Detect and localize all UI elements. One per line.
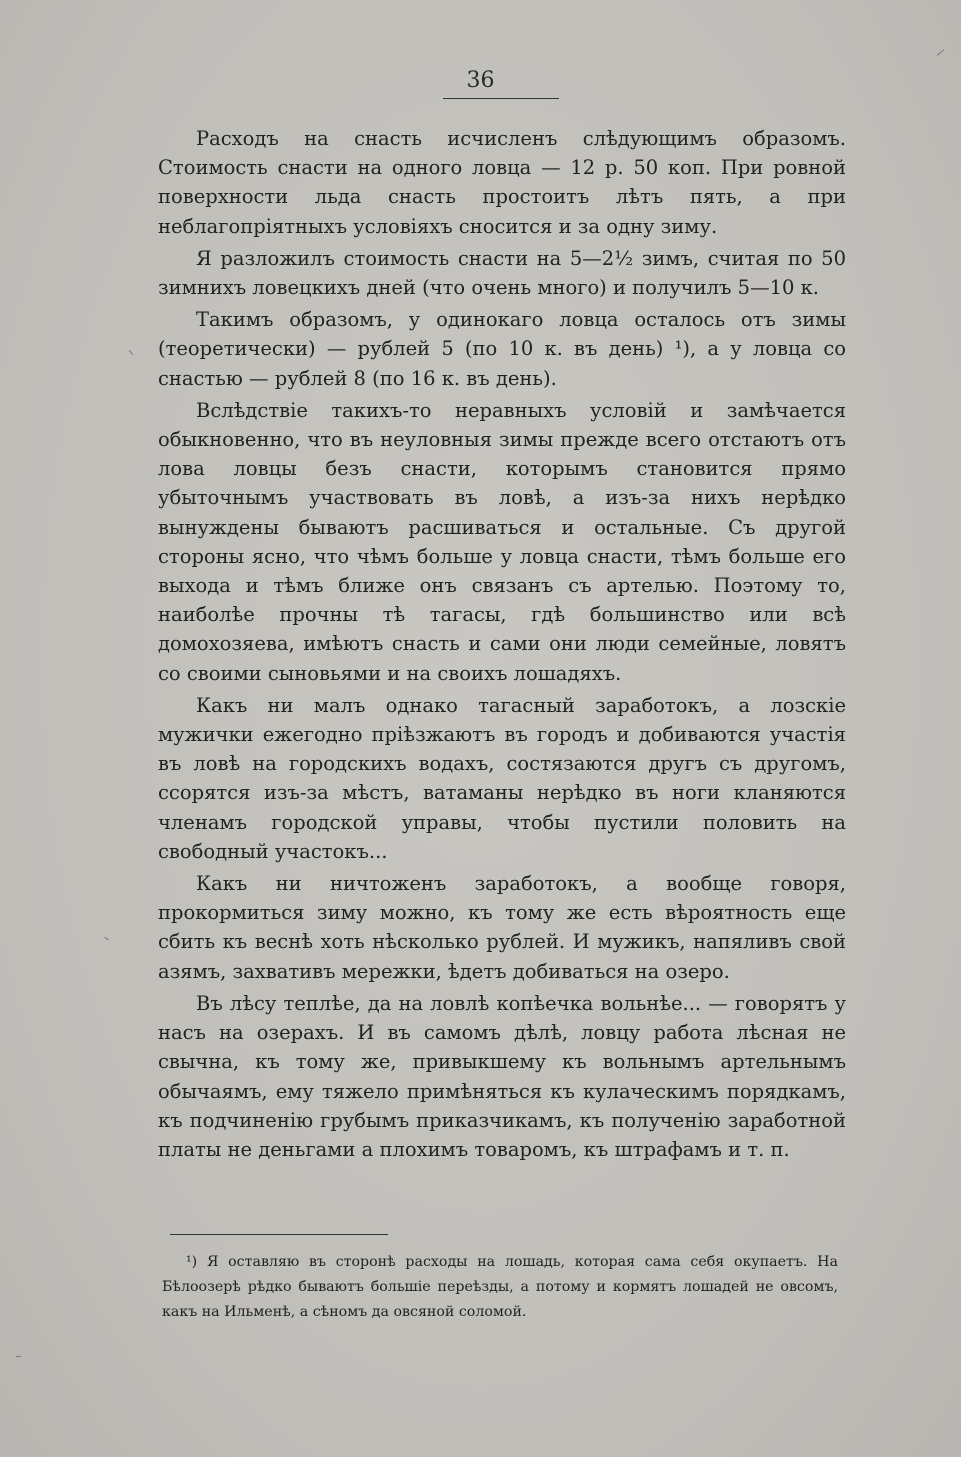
paragraph-6: Какъ ни ничтоженъ заработокъ, а вообще говоря, прокормиться зиму можно, къ тому же есть вѣроятность еще сбить къ веснѣ хоть нѣсколько рублей. И мужикъ, напяливъ свой азямъ, захвативъ мережки, ѣдетъ добиваться на озеро. xyxy=(158,872,846,983)
paragraph-3: Такимъ образомъ, у одинокаго ловца осталось отъ зимы (теоретически) — рублей 5 (по 10 к. въ день) ¹), а у ловца со снастью — рублей 8 (по 16 к. въ день). xyxy=(158,308,846,390)
page-number-rule xyxy=(443,98,559,99)
paragraph-7: Въ лѣсу теплѣе, да на ловлѣ копѣечка вольнѣе... — говорятъ у насъ на озерахъ. И въ самомъ дѣлѣ, ловцу работа лѣсная не свычна, къ тому же, привыкшему къ вольнымъ артельнымъ обычаямъ, ему тяжело примѣняться къ кулаческимъ порядкамъ, къ подчиненію грубымъ приказчикамъ, къ полученію заработной платы не деньгами а плохимъ товаромъ, къ штрафамъ и т. п. xyxy=(158,991,846,1161)
paper-speck xyxy=(129,350,134,355)
footnote-rule xyxy=(170,1234,388,1235)
paper-speck xyxy=(104,937,109,941)
paper-speck xyxy=(16,1356,21,1357)
paragraph-4: Вслѣдствіе такихъ-то неравныхъ условій и замѣчается обыкновенно, что въ неуловныя зимы прежде всего отстаютъ отъ лова ловцы безъ снасти, которымъ становится прямо убыточнымъ участвовать въ ловѣ, а изъ-за нихъ нерѣдко вынуждены бываютъ расшиваться и остальные. Съ другой стороны ясно, что чѣмъ больше у ловца снасти, тѣмъ больше его выхода и тѣмъ ближе онъ связанъ съ артелью. Поэтому то, наиболѣе прочны тѣ тагасы, гдѣ большинство или всѣ домохозяева, имѣютъ снасть и сами они люди семейные, ловятъ со своими сыновьями и на своихъ лошадяхъ. xyxy=(158,398,846,685)
footnote: ¹) Я оставляю въ сторонѣ расходы на лошадь, которая сама себя окупаетъ. На Бѣлоозерѣ рѣдко бываютъ большіе переѣзды, а потому и кормятъ лошадей не овсомъ, какъ на Ильменѣ, а сѣномъ да овсяной соломой. xyxy=(162,1254,838,1320)
paragraph-1: Расходъ на снасть исчисленъ слѣдующимъ образомъ. Стоимость снасти на одного ловца — 12 р. 50 коп. При ровной поверхности льда снасть простоитъ лѣтъ пять, а при неблагопріятныхъ условіяхъ сносится и за одну зиму. xyxy=(158,127,846,238)
paper-speck xyxy=(937,49,945,56)
body-text xyxy=(158,124,846,1167)
paragraph-5: Какъ ни малъ однако тагасный заработокъ, а лозскіе мужички ежегодно пріѣзжаютъ въ городъ и добиваются участія въ ловѣ на городскихъ водахъ, состязаются другъ съ другомъ, ссорятся изъ-за мѣстъ, ватаманы нерѣдко въ ноги кланяются членамъ городской управы, чтобы пустили половить на свободный участокъ... xyxy=(158,693,846,863)
page-number: 36 xyxy=(466,68,495,93)
paragraph-2: Я разложилъ стоимость снасти на 5—2½ зимъ, считая по 50 зимнихъ ловецкихъ дней (что очень много) и получилъ 5—10 к. xyxy=(158,246,846,300)
